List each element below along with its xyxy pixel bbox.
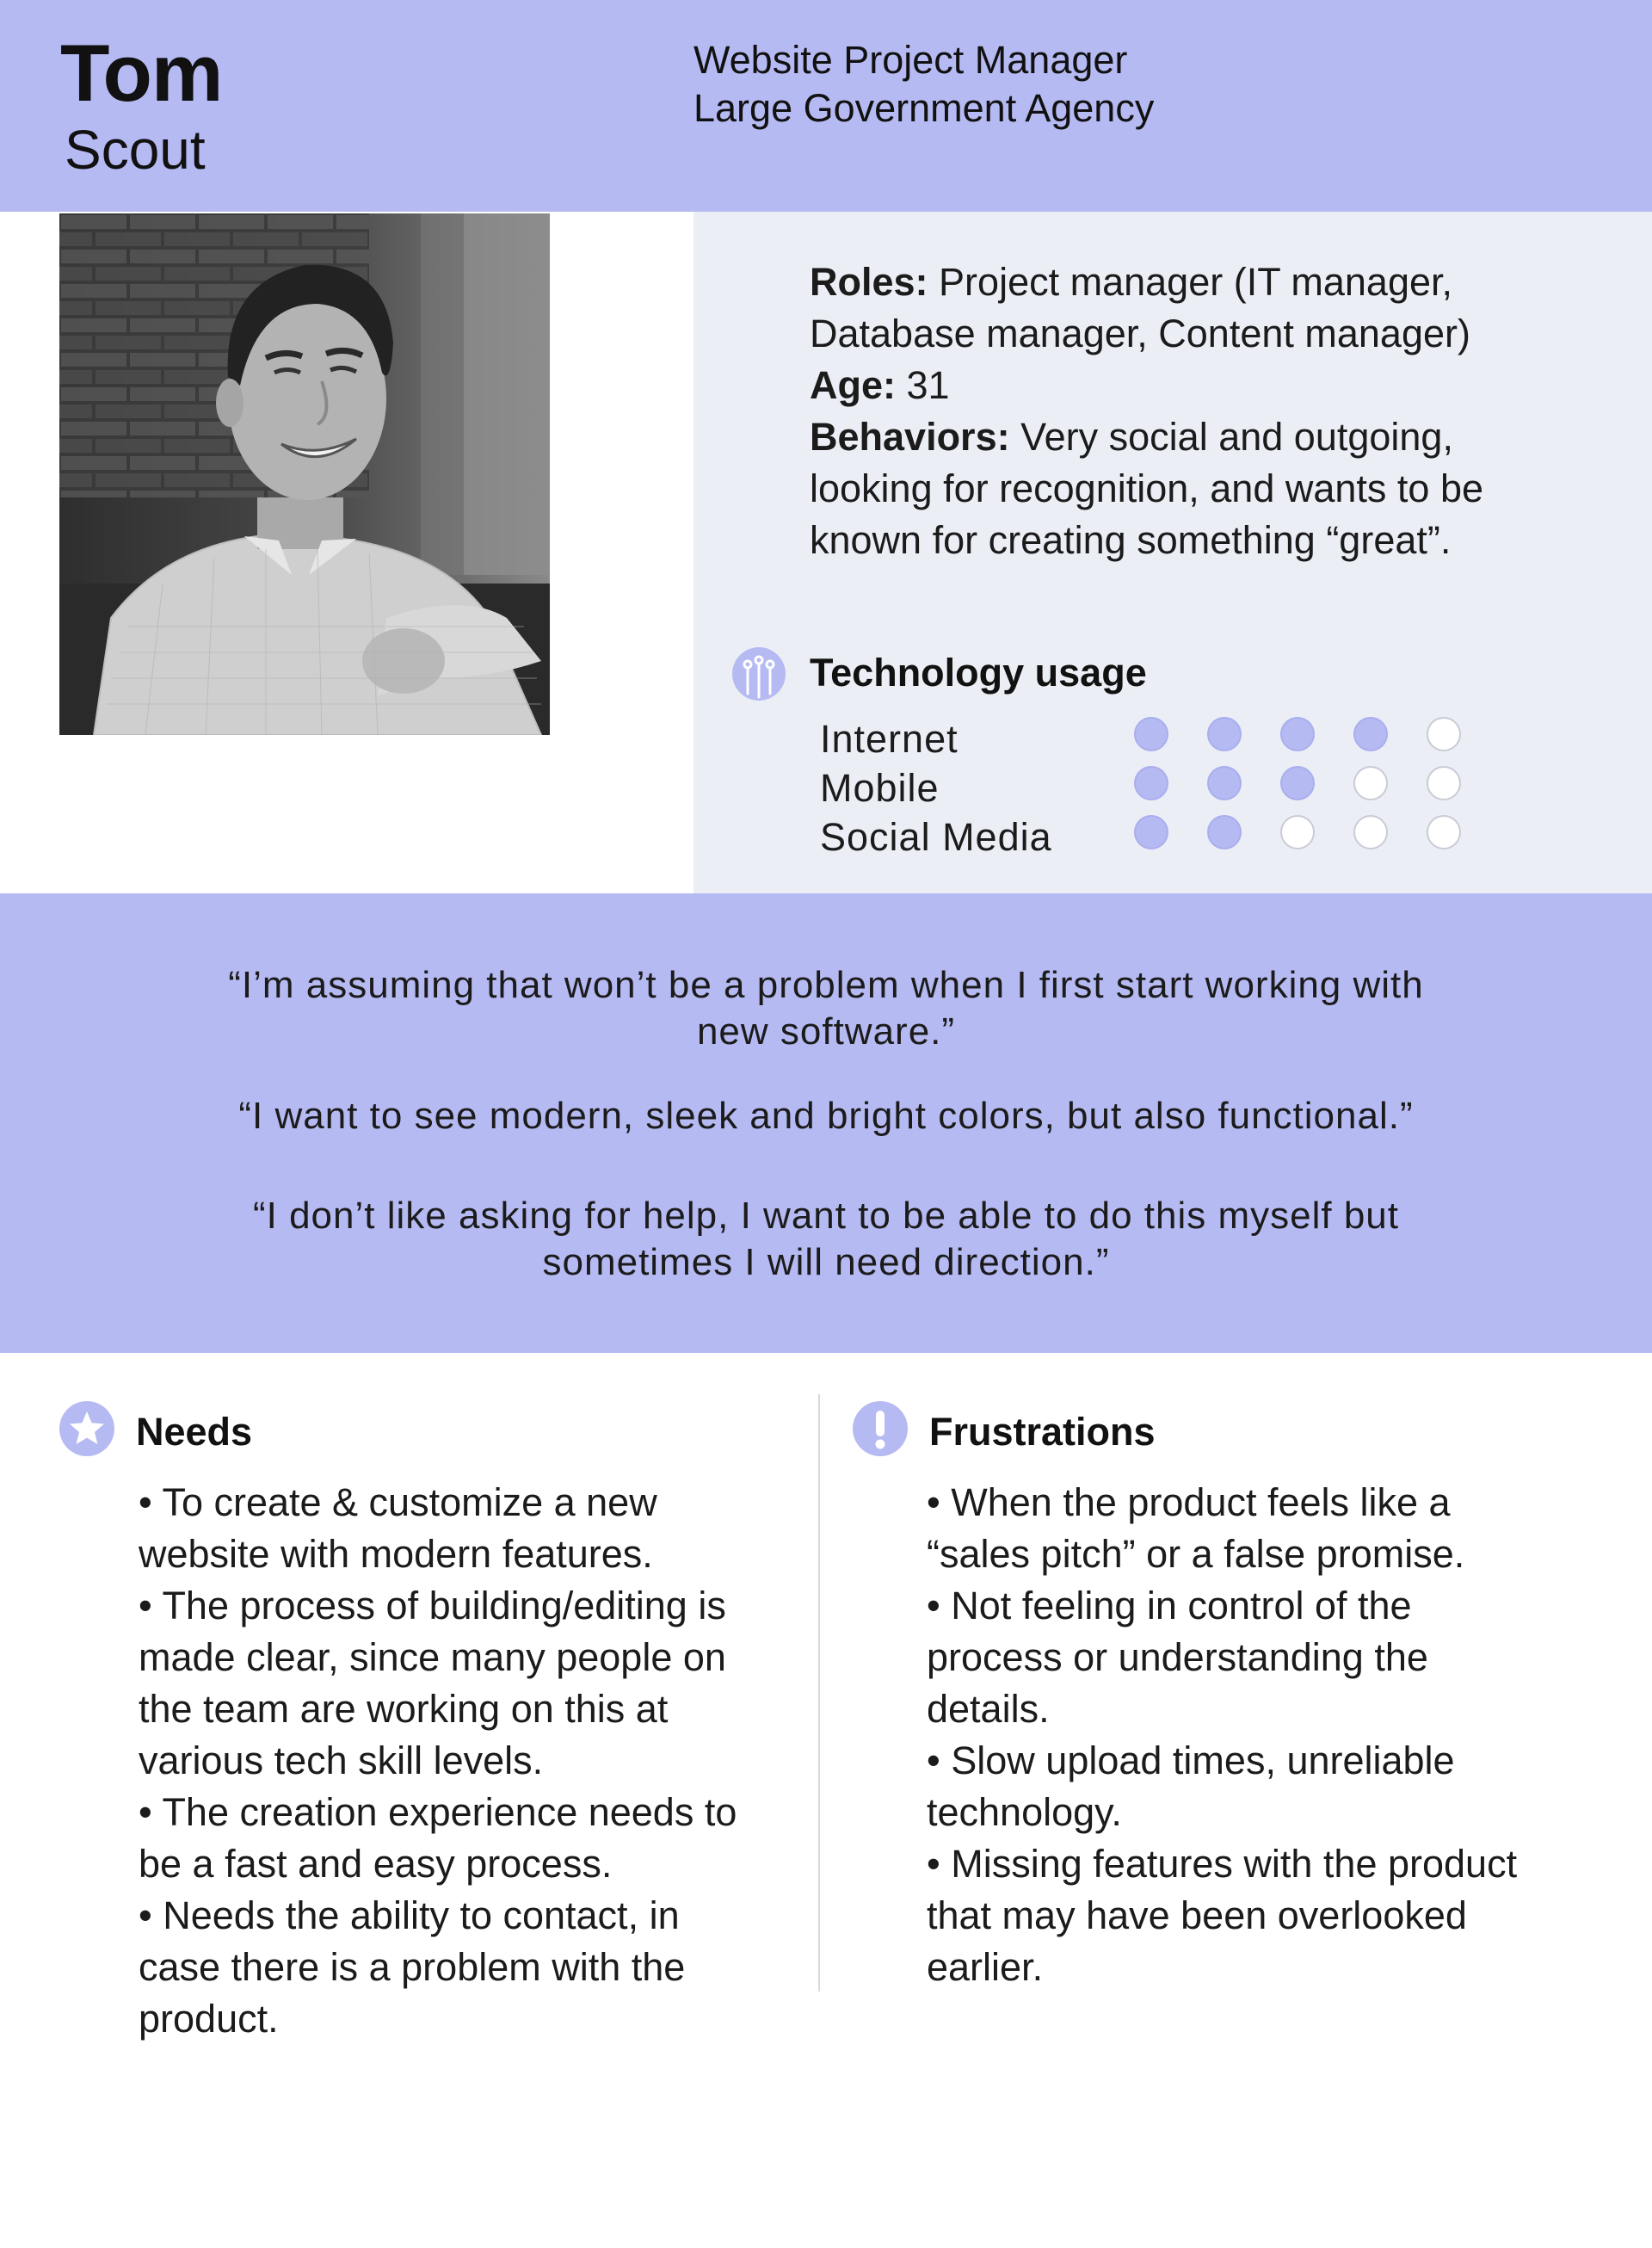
age-value: 31 [906,363,950,407]
quote-1 [138,962,1514,1055]
behaviors-value-2: looking for recognition, and wants to be [810,466,1483,510]
list-item [927,1477,1615,1580]
list-item [927,1735,1615,1838]
list-item-line: case there is a problem with the [139,1945,686,1989]
technology-usage-heading: Technology usage [810,651,1147,695]
list-item-line: product. [139,1997,279,2041]
list-item-line: be a fast and easy process. [139,1842,613,1886]
rating-dot-filled [1134,766,1168,800]
rating-dot-empty [1353,815,1388,849]
list-item-line: details. [927,1687,1050,1731]
list-item-line: that may have been overlooked [927,1893,1467,1937]
tech-row-social-media [820,815,1508,867]
rating-dots [1134,815,1461,849]
list-item-line: website with modern features. [139,1532,653,1576]
rating-dot-filled [1280,717,1315,751]
rating-dot-filled [1134,815,1168,849]
list-item-line: earlier. [927,1945,1044,1989]
rating-dot-empty [1353,766,1388,800]
needs-list [139,1477,801,2045]
list-item-line: • Slow upload times, unreliable [927,1738,1455,1782]
roles-label: Roles: [810,260,928,304]
rating-dot-filled [1207,766,1242,800]
frustrations-heading: Frustrations [929,1410,1156,1454]
rating-dot-filled [1353,717,1388,751]
quote-2 [138,1093,1514,1139]
tech-label: Internet [820,717,959,761]
tech-row-mobile [820,766,1508,818]
behaviors-value-1: Very social and outgoing, [1020,415,1453,459]
persona-last-name: Scout [65,119,206,181]
column-divider [818,1394,820,1992]
technology-usage-list [820,719,1508,867]
tech-row-internet [820,719,1508,769]
persona-job-title: Website Project Manager [693,38,1128,82]
quote-3 [138,1193,1514,1286]
rating-dot-filled [1207,815,1242,849]
persona-organization: Large Government Agency [693,86,1155,130]
list-item [139,1787,801,1890]
quote-1-line-1: “I’m assuming that won’t be a problem when I first start working with [228,964,1424,1006]
list-item-line: • The process of building/editing is [139,1584,726,1627]
age-line [810,360,1584,411]
list-item-line: • Needs the ability to contact, in [139,1893,680,1937]
behaviors-line-1 [810,411,1584,463]
quote-3-line-1: “I don’t like asking for help, I want to be able to do this myself but [252,1195,1399,1237]
rating-dot-filled [1207,717,1242,751]
rating-dot-empty [1427,815,1461,849]
needs-heading: Needs [136,1410,253,1454]
list-item-line: “sales pitch” or a false promise. [927,1532,1465,1576]
list-item-line: the team are working on this at [139,1687,669,1731]
rating-dots [1134,766,1461,800]
rating-dot-empty [1427,717,1461,751]
persona-bio [810,256,1584,566]
list-item-line: technology. [927,1790,1122,1834]
circuit-icon [732,647,786,701]
list-item-line: • Missing features with the product [927,1842,1518,1886]
exclamation-icon [853,1401,908,1456]
rating-dot-filled [1280,766,1315,800]
rating-dot-empty [1280,815,1315,849]
roles-value-1: Project manager (IT manager, [939,260,1452,304]
list-item [927,1838,1615,1993]
age-label: Age: [810,363,896,407]
quote-3-line-2: sometimes I will need direction.” [542,1241,1110,1283]
list-item-line: • Not feeling in control of the [927,1584,1412,1627]
persona-photo [59,213,550,735]
roles-value-2: Database manager, Content manager) [810,312,1470,355]
quotes-band [0,893,1652,1353]
list-item-line: • When the product feels like a [927,1480,1451,1524]
list-item-line: • The creation experience needs to [139,1790,737,1834]
quote-2-line-1: “I want to see modern, sleek and bright colors, but also functional.” [238,1095,1414,1137]
persona-first-name: Tom [60,28,223,118]
list-item-line: made clear, since many people on [139,1635,726,1679]
list-item [139,1477,801,1580]
list-item [927,1580,1615,1735]
quote-1-line-2: new software.” [696,1010,956,1053]
star-icon [59,1401,114,1456]
tech-label: Social Media [820,815,1052,859]
behaviors-value-3: known for creating something “great”. [810,518,1452,562]
rating-dot-empty [1427,766,1461,800]
behaviors-label: Behaviors: [810,415,1010,459]
persona-info-panel [693,212,1652,893]
list-item [139,1890,801,2045]
persona-header [0,0,1652,212]
list-item-line: process or understanding the [927,1635,1428,1679]
list-item-line: • To create & customize a new [139,1480,657,1524]
list-item-line: various tech skill levels. [139,1738,544,1782]
rating-dot-filled [1134,717,1168,751]
roles-line-1 [810,256,1584,308]
tech-label: Mobile [820,766,940,810]
frustrations-list [927,1477,1615,1993]
list-item [139,1580,801,1787]
rating-dots [1134,717,1461,751]
